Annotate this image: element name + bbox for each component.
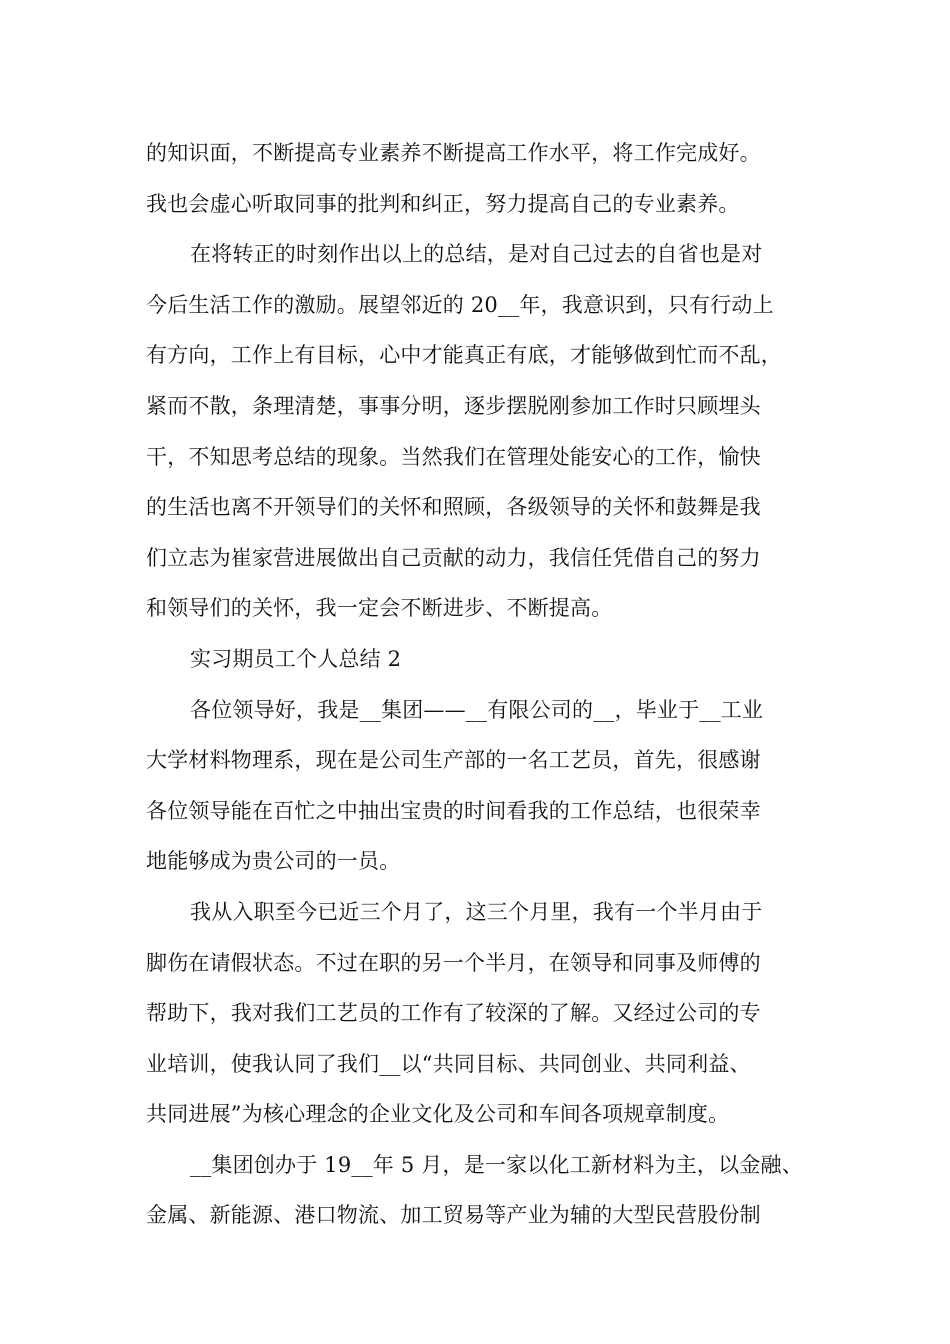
document-body — [146, 128, 836, 1241]
paragraph-start-line: __集团创办于 19__年 5 月，是一家以化工新材料为主，以金融、 — [190, 1152, 803, 1177]
text-line: 地能够成为贵公司的一员。 — [146, 849, 401, 874]
paragraph-start-line: 我从入职至今已近三个月了，这三个月里，我有一个半月由于 — [190, 899, 763, 924]
paragraph-start-line: 各位领导好，我是__集团——__有限公司的__，毕业于__工业 — [190, 697, 764, 722]
text-line: 和领导们的关怀，我一定会不断进步、不断提高。 — [146, 596, 613, 621]
text-line: 的知识面，不断提高专业素养不断提高工作水平，将工作完成好。 — [146, 141, 761, 165]
text-line: 共同进展”为核心理念的企业文化及公司和车间各项规章制度。 — [146, 1102, 730, 1127]
paragraph-start-line: 在将转正的时刻作出以上的总结，是对自己过去的自省也是对 — [190, 242, 763, 267]
text-line: 干，不知思考总结的现象。当然我们在管理处能安心的工作，愉快 — [146, 444, 761, 469]
text-line: 我也会虚心听取同事的批判和纠正，努力提高自己的专业素养。 — [146, 191, 740, 216]
text-line: 大学材料物理系，现在是公司生产部的一名工艺员，首先，很感谢 — [146, 748, 761, 773]
text-line: 们立志为崔家营进展做出自己贡献的动力，我信任凭借自己的努力 — [146, 545, 761, 570]
section-heading: 实习期员工个人总结 2 — [190, 646, 402, 671]
text-line: 的生活也离不开领导们的关怀和照顾，各级领导的关怀和鼓舞是我 — [146, 495, 761, 520]
text-line: 业培训，使我认同了我们__以“共同目标、共同创业、共同利益、 — [146, 1051, 751, 1076]
text-line: 帮助下，我对我们工艺员的工作有了较深的了解。又经过公司的专 — [146, 1001, 761, 1026]
text-line: 金属、新能源、港口物流、加工贸易等产业为辅的大型民营股份制 — [146, 1203, 761, 1228]
text-line: 各位领导能在百忙之中抽出宝贵的时间看我的工作总结，也很荣幸 — [146, 798, 761, 823]
text-line: 有方向，工作上有目标，心中才能真正有底，才能够做到忙而不乱， — [146, 343, 782, 368]
text-line: 紧而不散，条理清楚，事事分明，逐步摆脱刚参加工作时只顾埋头 — [146, 393, 761, 418]
text-line: 脚伤在请假状态。不过在职的另一个半月，在领导和同事及师傅的 — [146, 950, 761, 975]
text-line: 今后生活工作的激励。展望邻近的 20__年，我意识到，只有行动上 — [146, 292, 774, 317]
